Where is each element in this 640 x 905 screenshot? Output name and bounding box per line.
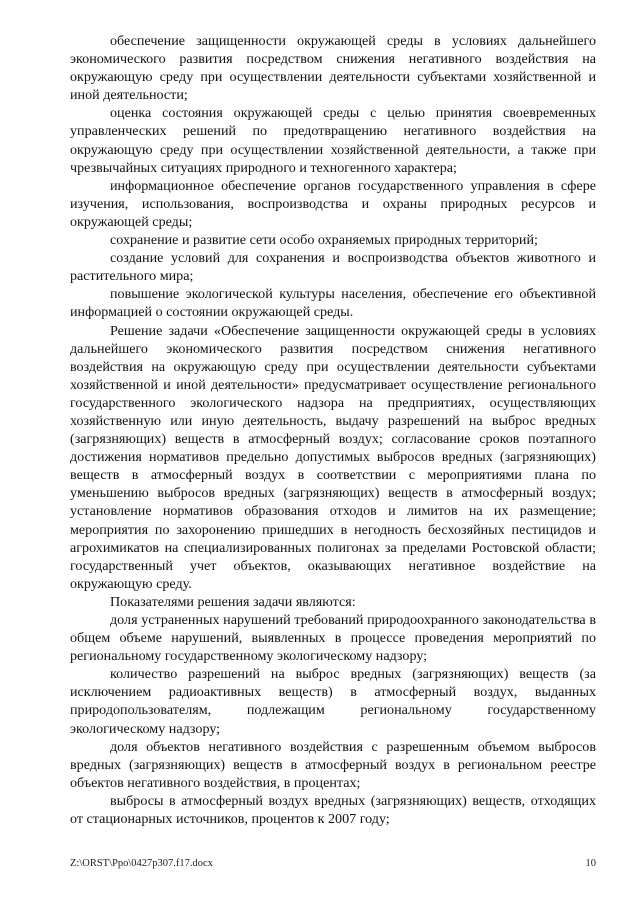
paragraph: повышение экологической культуры населения, обеспечение его объективной информацией о состоянии окружающей среды. xyxy=(70,286,596,321)
paragraph: создание условий для сохранения и воспроизводства объектов животного и растительного мира; xyxy=(70,250,596,285)
paragraph: доля объектов негативного воздействия с разрешенным объемом выбросов вредных (загрязняющих) веществ в атмосферный воздух в региональном реестре объектов негативного воздействия, в процентах; xyxy=(70,738,596,791)
paragraph: сохранение и развитие сети особо охраняемых природных территорий; xyxy=(110,232,538,249)
paragraph: Решение задачи «Обеспечение защищенности окружающей среды в условиях дальнейшего экономического развития посредством снижения негативного воздействия на окружающую среду при осуществлении деятельности субъектами хозяйственной и иной деятельности» предусматривает осуществление регионального государственного экологического надзора на предприятиях, осуществляющих хозяйственную или иную деятельность, выдачу разрешений на выброс вредных (загрязняющих) веществ в атмосферный воздух; согласование сроков поэтапного достижения нормативов предельно допустимых выбросов вредных (загрязняющих) веществ в атмосферный воздух в соответствии с мероприятиями плана по уменьшению выбросов вредных (загрязняющих) веществ в атмосферный воздух; установление нормативов образования отходов и лимитов на их размещение; мероприятия по захоронению пришедших в негодность бесхозяйных пестицидов и агрохимикатов на специализированных полигонах за пределами Ростовской области; государственный учет объектов, оказывающих негативное воздействие на окружающую среду. xyxy=(70,322,596,592)
paragraph: количество разрешений на выброс вредных (загрязняющих) веществ (за исключением радиоактивных веществ) в атмосферный воздух, выданных природопользователям, подлежащим региональному государственному экологическому надзору; xyxy=(70,666,596,737)
paragraph: выбросы в атмосферный воздух вредных (загрязняющих) веществ, отходящих от стационарных источников, процентов к 2007 году; xyxy=(70,792,596,828)
file-path: Z:\ORST\Ppo\0427p307.f17.docx xyxy=(70,858,213,869)
page-footer xyxy=(70,858,596,869)
paragraph: информационное обеспечение органов государственного управления в сфере изучения, использования, воспроизводства и охраны природных ресурсов и окружающей среды; xyxy=(70,177,596,230)
paragraph: Показателями решения задачи являются: xyxy=(110,593,356,610)
paragraph: обеспечение защищенности окружающей среды в условиях дальнейшего экономического развития посредством снижения негативного воздействия на окружающую среду при осуществлении деятельности субъектами хозяйственной и иной деятельности; xyxy=(70,33,596,104)
document-body xyxy=(70,32,596,828)
paragraph: оценка состояния окружающей среды с целью принятия своевременных управленческих решений по предотвращению негативного воздействия на окружающую среду при осуществлении хозяйственной деятельности, а также при чрезвычайных ситуациях природного и техногенного характера; xyxy=(70,105,596,176)
page-number: 10 xyxy=(585,858,596,869)
paragraph: доля устраненных нарушений требований природоохранного законодательства в общем объеме нарушений, выявленных в процессе проведения мероприятий по региональному государственному экологическому надзору; xyxy=(70,612,596,665)
